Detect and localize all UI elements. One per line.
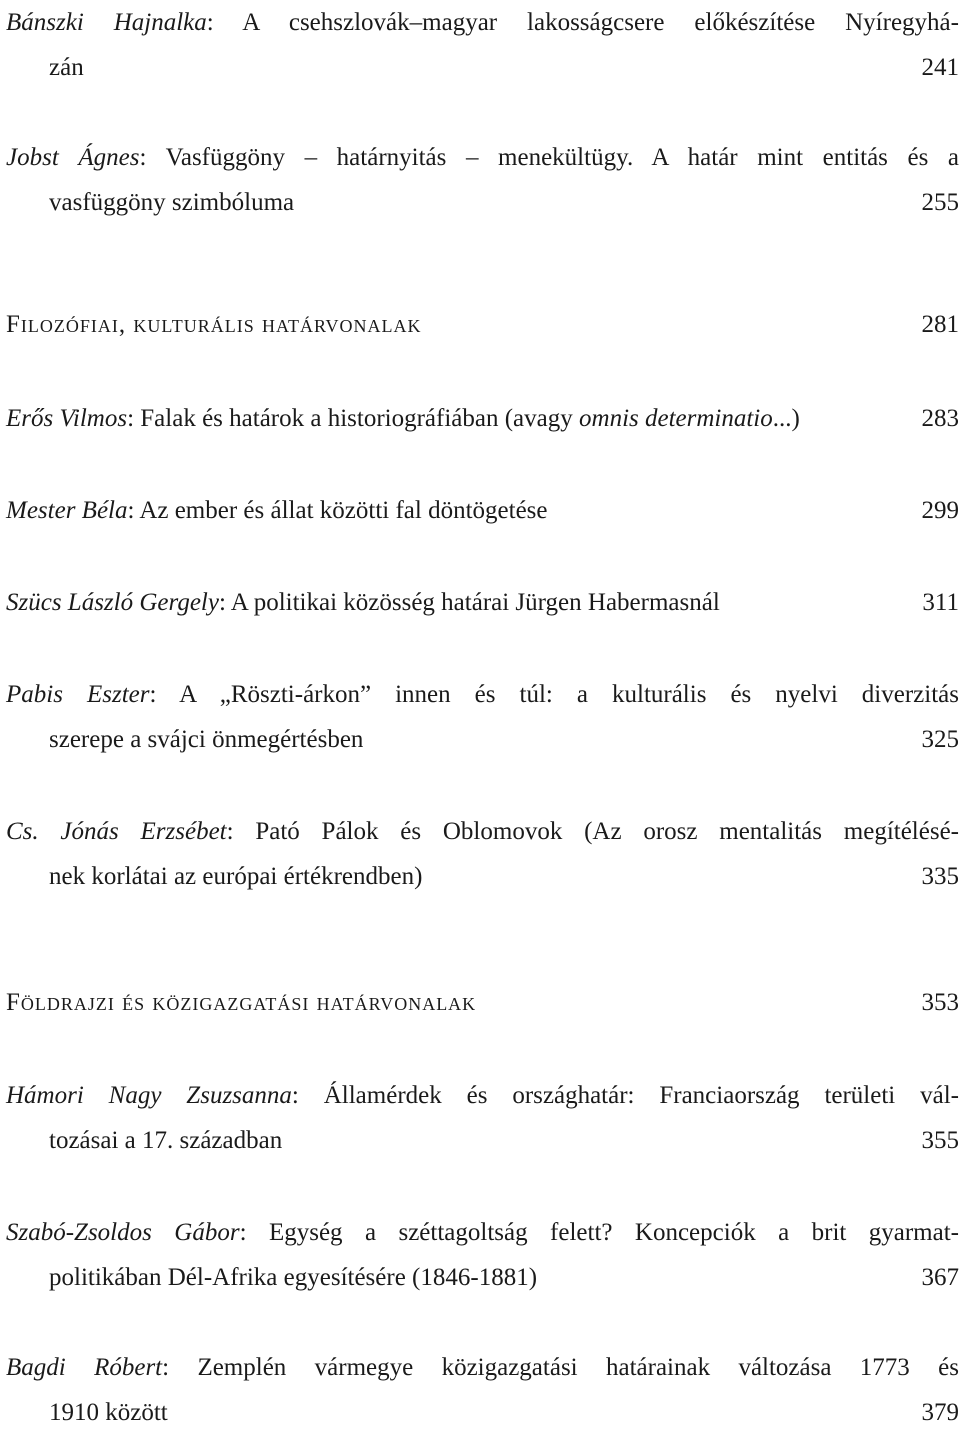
toc-separator: : — [239, 1219, 269, 1246]
toc-entry-line — [6, 1390, 959, 1435]
toc-title-end: ...) — [772, 405, 800, 432]
toc-separator: : — [291, 1082, 324, 1109]
toc-title-continued: 1910 között — [49, 1399, 168, 1426]
toc-separator: : — [149, 681, 180, 708]
toc-page-number: 367 — [921, 1264, 959, 1291]
toc-page-number: 353 — [921, 989, 959, 1016]
toc-title: Zemplén vármegye közigazgatási határainak változása 1773 és — [197, 1354, 959, 1381]
toc-entry-line — [6, 45, 959, 90]
toc-title: A csehszlovák–magyar lakosságcsere előkészítése Nyíregyhá- — [242, 9, 959, 36]
toc-entry-text — [6, 396, 800, 441]
toc-separator: : — [162, 1354, 198, 1381]
toc-author: Szabó-Zsoldos Gábor — [6, 1219, 240, 1246]
toc-entry-line — [6, 488, 959, 533]
toc-entry-line — [6, 0, 959, 45]
toc-entry-line — [6, 717, 959, 762]
toc-entry — [6, 0, 959, 90]
toc-title: A „Röszti-árkon” innen és túl: a kulturális és nyelvi diverzitás — [179, 681, 959, 708]
toc-title-continued: tozásai a 17. században — [49, 1127, 283, 1154]
toc-separator: : — [139, 144, 166, 171]
toc-entry — [6, 396, 959, 441]
toc-title-continued: politikában Dél-Afrika egyesítésére (1846-1881) — [49, 1264, 538, 1291]
toc-page-number: 299 — [921, 497, 959, 524]
toc-page-number: 241 — [921, 54, 959, 81]
toc-author: Erős Vilmos — [6, 405, 128, 432]
toc-page-number: 255 — [921, 189, 959, 216]
toc-entry-line — [6, 809, 959, 854]
toc-title: Egység a széttagoltság felett? Koncepciók a brit gyarmat- — [268, 1219, 959, 1246]
toc-separator: : — [226, 818, 256, 845]
toc-author: Mester Béla — [6, 497, 128, 524]
toc-title: Falak és határok a historiográfiában (avagy — [140, 405, 580, 432]
toc-author: Bánszki Hajnalka — [6, 9, 207, 36]
toc-title: Államérdek és országhatár: Franciaország területi vál- — [323, 1082, 959, 1109]
toc-title: A politikai közösség határai Jürgen Habermasnál — [230, 589, 720, 616]
toc-entry-line — [6, 580, 959, 625]
toc-entry-line — [6, 1345, 959, 1390]
toc-separator: : — [206, 9, 243, 36]
toc-entry-line — [6, 672, 959, 717]
toc-page-number: 311 — [922, 589, 959, 616]
toc-title: Pató Pálok és Oblomovok (Az orosz mentalitás megítélésé- — [255, 818, 959, 845]
toc-page-number: 355 — [921, 1127, 959, 1154]
toc-author: Pabis Eszter — [6, 681, 150, 708]
toc-entry-line — [6, 1073, 959, 1118]
toc-page-number: 379 — [921, 1399, 959, 1426]
toc-page-number: 283 — [921, 405, 959, 432]
toc-author: Bagdi Róbert — [6, 1354, 163, 1381]
toc-section-title: Földrajzi és közigazgatási határvonalak — [6, 989, 477, 1016]
toc-entry-line — [6, 1210, 959, 1255]
toc-entry-line — [6, 1255, 959, 1300]
toc-entry — [6, 1345, 959, 1435]
toc-title-continued: szerepe a svájci önmegértésben — [49, 726, 364, 753]
toc-section-heading — [6, 980, 959, 1025]
toc-entry — [6, 580, 959, 625]
toc-entry — [6, 809, 959, 899]
toc-page-number: 281 — [921, 311, 959, 338]
toc-entry-line — [6, 854, 959, 899]
toc-title-continued: nek korlátai az európai értékrendben) — [49, 863, 423, 890]
toc-entry-line — [6, 1118, 959, 1163]
toc-page-number: 325 — [921, 726, 959, 753]
toc-author: Cs. Jónás Erzsébet — [6, 818, 227, 845]
toc-entry — [6, 135, 959, 225]
toc-title-italic: omnis determinatio — [579, 405, 773, 432]
toc-separator: : — [218, 589, 231, 616]
toc-entry — [6, 672, 959, 762]
toc-entry — [6, 1073, 959, 1163]
toc-entry-text — [6, 488, 548, 533]
toc-author: Szücs László Gergely — [6, 589, 219, 616]
toc-title: Az ember és állat közötti fal döntögetése — [139, 497, 548, 524]
toc-entry — [6, 1210, 959, 1300]
toc-title-continued: vasfüggöny szimbóluma — [49, 189, 295, 216]
toc-title-continued: zán — [49, 54, 84, 81]
toc-entry — [6, 488, 959, 533]
toc-section-heading — [6, 302, 959, 347]
toc-entry-line — [6, 396, 959, 441]
toc-page-number: 335 — [921, 863, 959, 890]
toc-title: Vasfüggöny – határnyitás – menekültügy. A határ mint entitás és a — [165, 144, 960, 171]
toc-entry-text — [6, 580, 720, 625]
toc-entry-line — [6, 180, 959, 225]
toc-entry-line — [6, 135, 959, 180]
toc-separator: : — [127, 497, 140, 524]
toc-separator: : — [127, 405, 141, 432]
toc-author: Jobst Ágnes — [6, 144, 140, 171]
toc-author: Hámori Nagy Zsuzsanna — [6, 1082, 292, 1109]
toc-section-title: Filozófiai, kulturális határvonalak — [6, 311, 422, 338]
